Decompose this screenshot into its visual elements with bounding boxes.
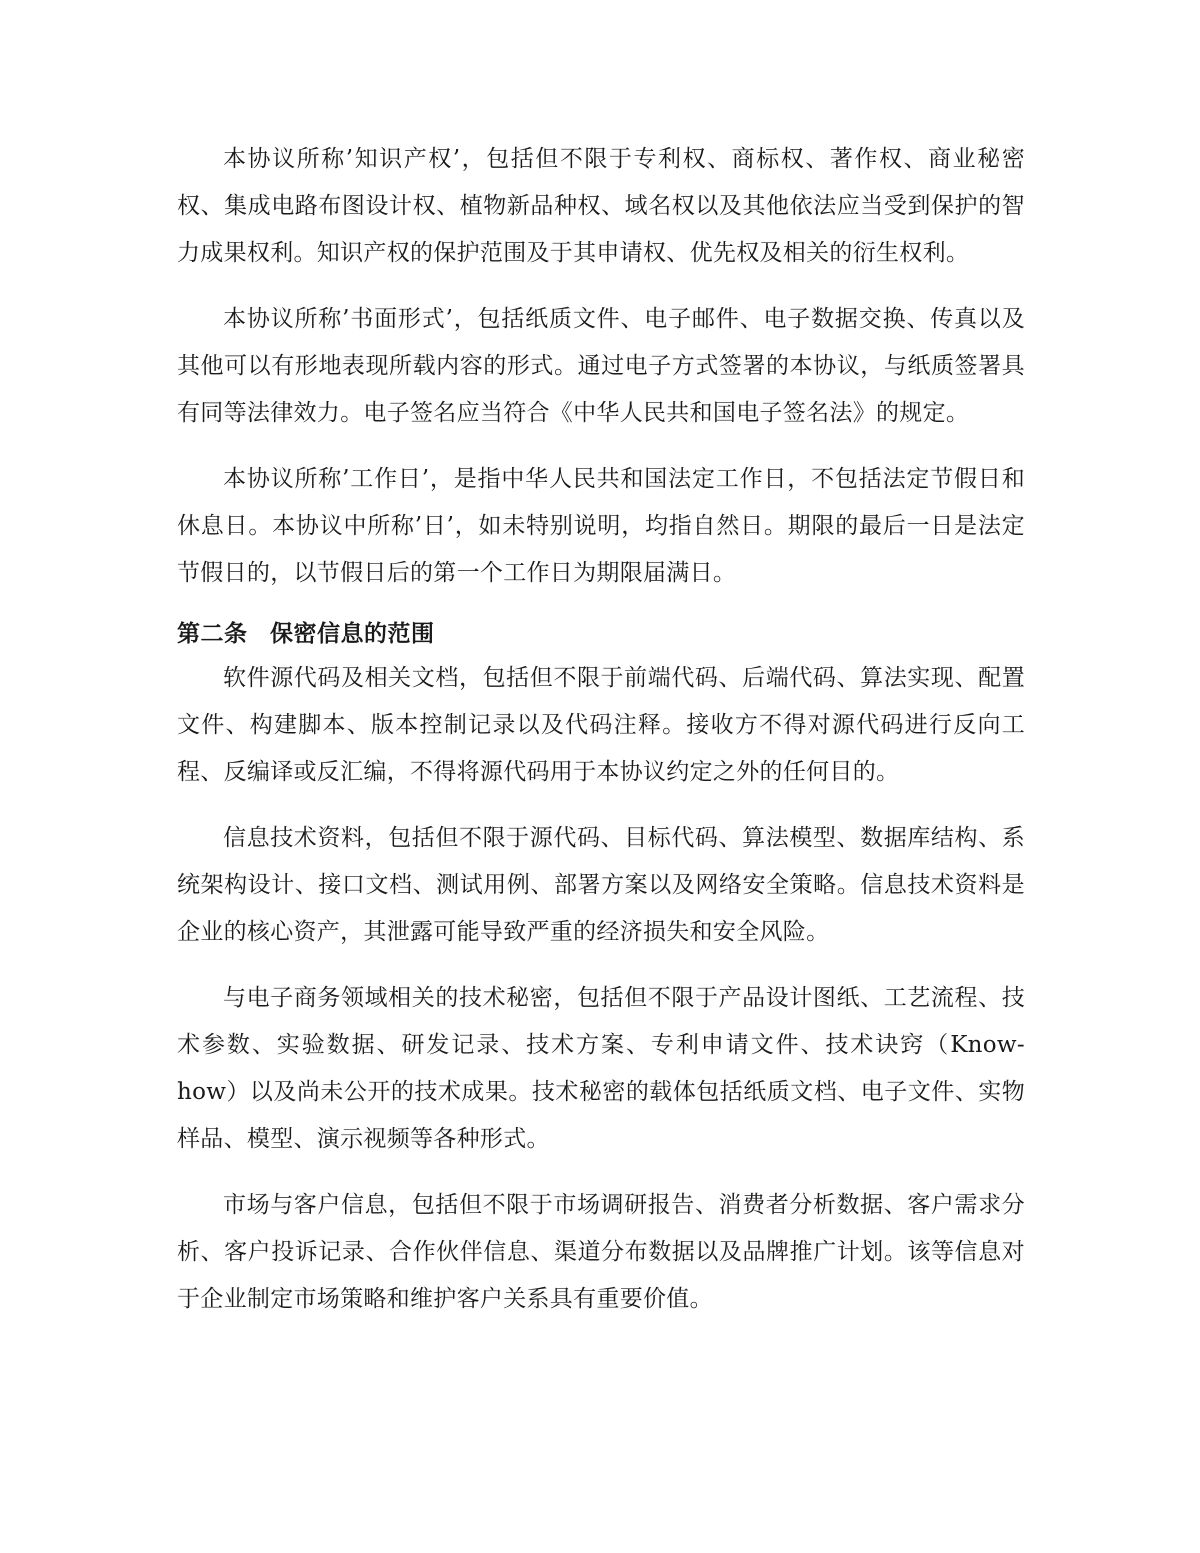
section-title: 保密信息的范围 bbox=[270, 621, 435, 647]
section-number: 第二条 bbox=[177, 621, 248, 647]
paragraph-source-code: 软件源代码及相关文档，包括但不限于前端代码、后端代码、算法实现、配置文件、构建脚本、版本控制记录以及代码注释。接收方不得对源代码进行反向工程、反编译或反汇编，不得将源代码用于本协议约定之外的任何目的。 bbox=[177, 665, 1025, 785]
document-body bbox=[177, 136, 1025, 1342]
section-heading bbox=[177, 616, 1025, 652]
paragraph-written-form: 本协议所称’书面形式’，包括纸质文件、电子邮件、电子数据交换、传真以及其他可以有形地表现所载内容的形式。通过电子方式签署的本协议，与纸质签署具有同等法律效力。电子签名应当符合《中华人民共和国电子签名法》的规定。 bbox=[177, 306, 1025, 426]
paragraph-working-day: 本协议所称’工作日’，是指中华人民共和国法定工作日，不包括法定节假日和休息日。本协议中所称’日’，如未特别说明，均指自然日。期限的最后一日是法定节假日的，以节假日后的第一个工作日为期限届满日。 bbox=[177, 466, 1025, 586]
paragraph-market-customer-info: 市场与客户信息，包括但不限于市场调研报告、消费者分析数据、客户需求分析、客户投诉记录、合作伙伴信息、渠道分布数据以及品牌推广计划。该等信息对于企业制定市场策略和维护客户关系具有重要价值。 bbox=[177, 1192, 1025, 1312]
paragraph-technical-secrets: 与电子商务领域相关的技术秘密，包括但不限于产品设计图纸、工艺流程、技术参数、实验数据、研发记录、技术方案、专利申请文件、技术诀窍（Know-how）以及尚未公开的技术成果。技术秘密的载体包括纸质文档、电子文件、实物样品、模型、演示视频等各种形式。 bbox=[177, 985, 1025, 1152]
paragraph-intellectual-property: 本协议所称’知识产权’，包括但不限于专利权、商标权、著作权、商业秘密权、集成电路布图设计权、植物新品种权、域名权以及其他依法应当受到保护的智力成果权利。知识产权的保护范围及于其申请权、优先权及相关的衍生权利。 bbox=[177, 146, 1025, 266]
paragraph-it-materials: 信息技术资料，包括但不限于源代码、目标代码、算法模型、数据库结构、系统架构设计、接口文档、测试用例、部署方案以及网络安全策略。信息技术资料是企业的核心资产，其泄露可能导致严重的经济损失和安全风险。 bbox=[177, 825, 1025, 945]
